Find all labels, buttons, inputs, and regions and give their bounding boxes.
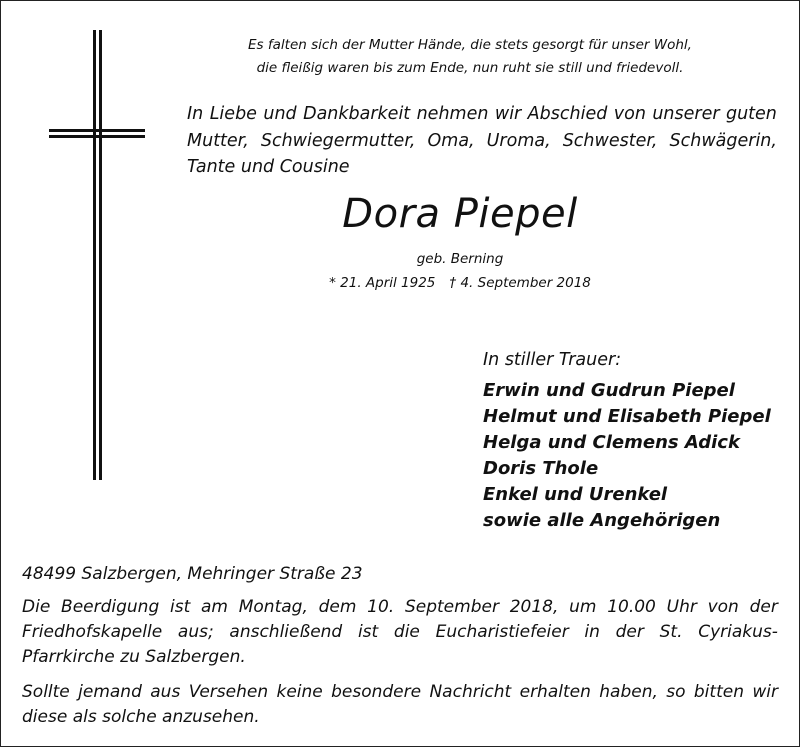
word: Cyriakus-	[698, 622, 778, 642]
word: Abschied	[527, 104, 608, 124]
word: Versehen	[188, 682, 269, 702]
death-date: † 4. September 2018	[449, 275, 591, 291]
mourner: sowie alle Angehörigen	[483, 510, 721, 531]
word: In	[187, 104, 204, 124]
word: Beerdigung	[61, 597, 160, 617]
word: Die	[22, 597, 51, 617]
word: Oma,	[427, 130, 475, 151]
word: Uroma,	[486, 130, 551, 151]
word: wir	[494, 104, 522, 124]
funeral-line	[22, 620, 778, 645]
note-line	[22, 680, 778, 705]
note-line	[22, 705, 778, 730]
mourner: Doris Thole	[483, 458, 599, 479]
word: und	[263, 104, 297, 124]
word: anschließend	[229, 622, 343, 642]
word: der	[615, 622, 644, 642]
intro-line	[187, 154, 777, 181]
mourner: Helga und Clemens Adick	[483, 432, 740, 453]
word: ist	[170, 597, 191, 617]
word: dem	[318, 597, 357, 617]
funeral-info	[22, 595, 778, 670]
word: September	[404, 597, 499, 617]
word: der	[749, 597, 778, 617]
word: um	[569, 597, 597, 617]
word: keine	[276, 682, 323, 702]
word: bitten	[693, 682, 744, 702]
word: Friedhofskapelle	[22, 622, 163, 642]
word: erhalten	[519, 682, 591, 702]
word: Schwiegermutter,	[260, 130, 416, 151]
word: Eucharistiefeier	[435, 622, 569, 642]
verse-line: Es falten sich der Mutter Hände, die stets gesorgt für unser Wohl,	[248, 37, 692, 53]
word: von	[707, 597, 739, 617]
word: Liebe	[209, 104, 257, 124]
birth-date: * 21. April 1925	[329, 275, 436, 291]
word: Schwägerin,	[669, 130, 777, 151]
mourner: Enkel und Urenkel	[483, 484, 668, 505]
word: unserer	[652, 104, 720, 124]
intro-line	[187, 101, 777, 128]
word: von	[613, 104, 646, 124]
funeral-line	[22, 595, 778, 620]
word: 2018,	[509, 597, 559, 617]
intro-line	[187, 128, 777, 155]
word: Montag,	[238, 597, 308, 617]
word: St.	[659, 622, 683, 642]
word: Sollte	[22, 682, 70, 702]
word: Mutter,	[187, 130, 249, 151]
word: 10.00	[607, 597, 656, 617]
word: 10.	[367, 597, 395, 617]
word: Nachricht	[429, 682, 512, 702]
word: aus	[150, 682, 181, 702]
word: Tante und Cousine	[187, 157, 350, 177]
word: Pfarrkirche zu Salzbergen.	[22, 647, 246, 667]
word: Uhr	[666, 597, 697, 617]
word: guten	[725, 104, 777, 124]
notification-note	[22, 680, 778, 730]
life-dates	[260, 273, 660, 293]
word: Schwester,	[562, 130, 658, 151]
intro-text	[187, 101, 777, 181]
mourners-list	[483, 378, 771, 534]
word: in	[584, 622, 600, 642]
word: am	[201, 597, 228, 617]
word: Dankbarkeit	[303, 104, 411, 124]
word: die	[393, 622, 420, 642]
deceased-name: Dora Piepel	[342, 191, 578, 237]
mourning-label: In stiller Trauer:	[483, 350, 622, 370]
address: 48499 Salzbergen, Mehringer Straße 23	[22, 564, 363, 584]
verse	[200, 34, 740, 80]
funeral-line	[22, 645, 778, 670]
verse-line: die fleißig waren bis zum Ende, nun ruht sie still und friedevoll.	[256, 60, 684, 76]
word: aus;	[177, 622, 214, 642]
mourner: Helmut und Elisabeth Piepel	[483, 406, 771, 427]
word: jemand	[78, 682, 142, 702]
birth-name: geb. Berning	[416, 251, 504, 267]
word: so	[666, 682, 686, 702]
word: ist	[357, 622, 379, 642]
word: besondere	[331, 682, 422, 702]
word: nehmen	[416, 104, 489, 124]
word: haben,	[599, 682, 658, 702]
word: wir	[752, 682, 778, 702]
mourner: Erwin und Gudrun Piepel	[483, 380, 735, 401]
word: diese als solche anzusehen.	[22, 707, 260, 727]
